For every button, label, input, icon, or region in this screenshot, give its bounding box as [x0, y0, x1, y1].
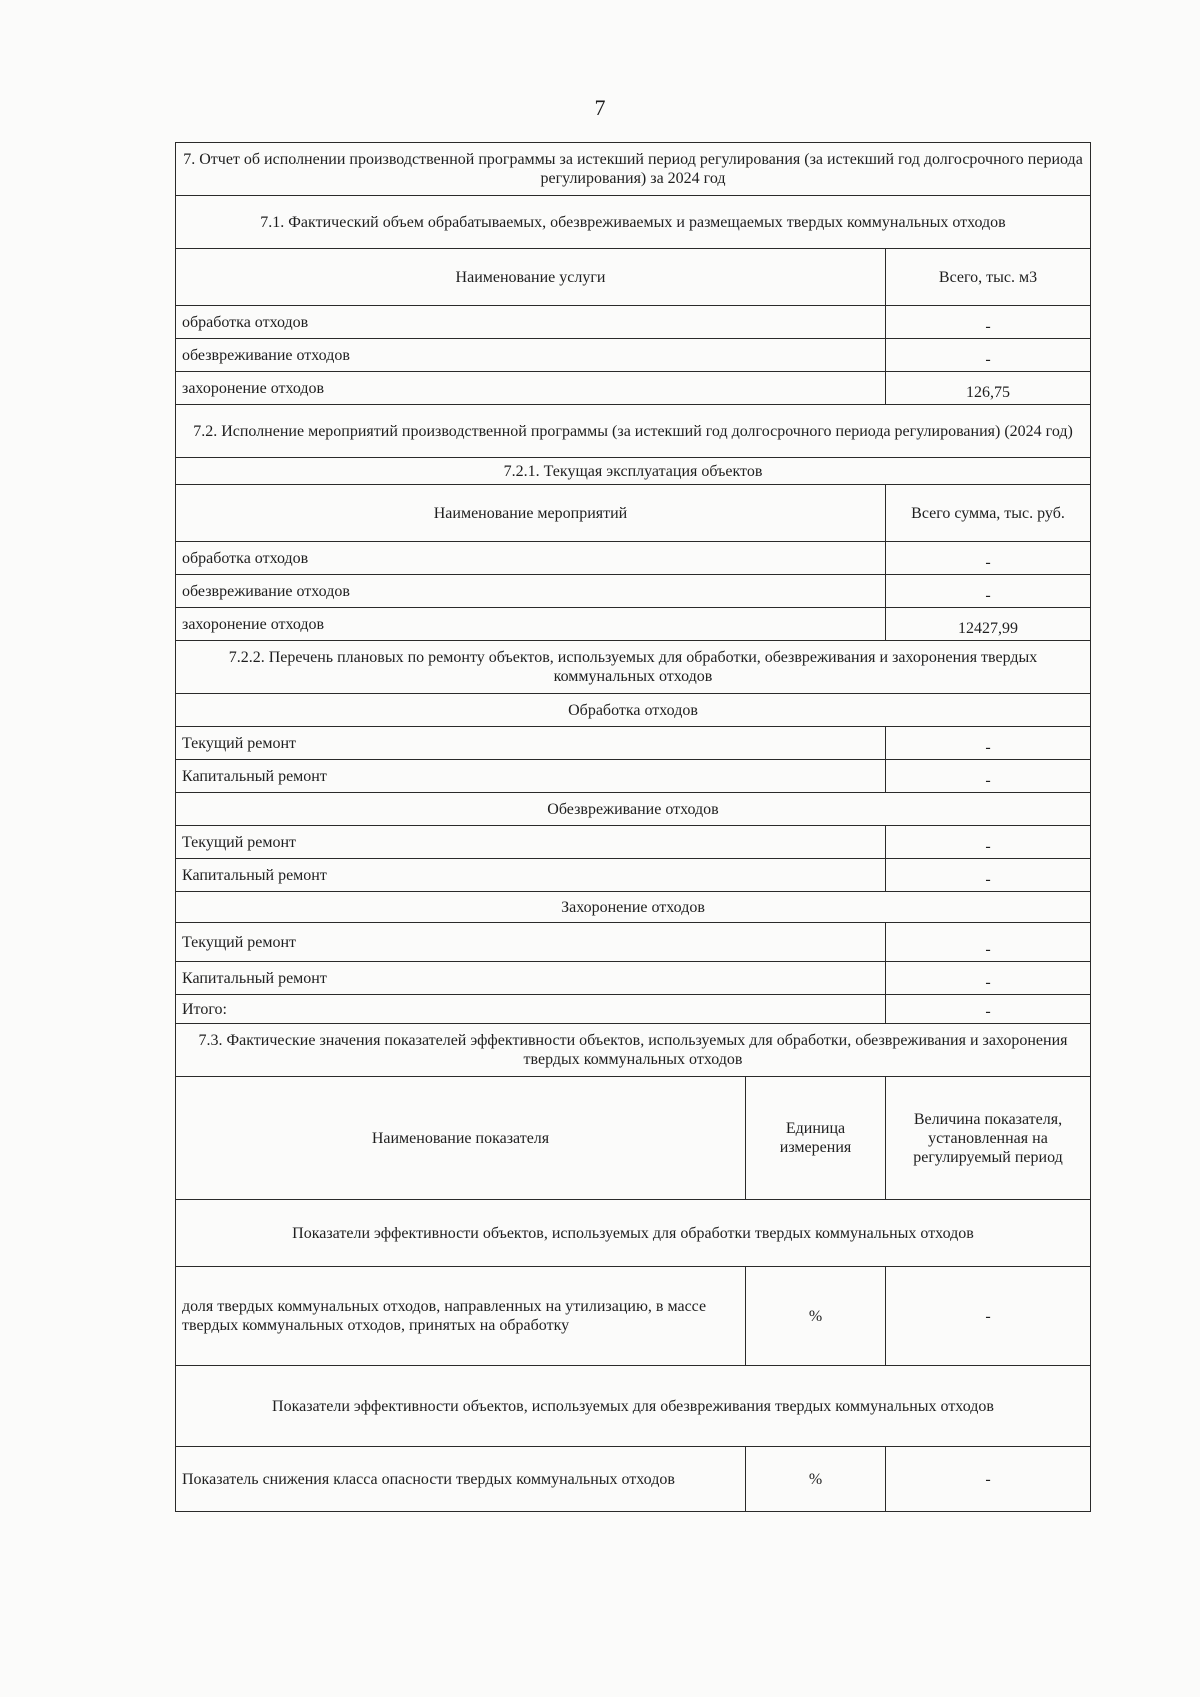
indicator-row-value: - — [886, 1447, 1091, 1512]
header-indicator-name: Наименование показателя — [176, 1077, 746, 1200]
total-label: Итого: — [176, 995, 886, 1024]
repair-row-value: - — [886, 923, 1091, 962]
section-7-3-title: 7.3. Фактические значения показателей эффективности объектов, используемых для обработки, обезвреживания и захоронения твердых коммунальных отходов — [176, 1024, 1091, 1077]
activity-row-value: - — [886, 575, 1091, 608]
activity-row-name: захоронение отходов — [176, 608, 886, 641]
repair-row-value: - — [886, 826, 1091, 859]
page-number: 7 — [594, 95, 606, 120]
service-row-name: обработка отходов — [176, 306, 886, 339]
activity-row-value: 12427,99 — [886, 608, 1091, 641]
service-row-name: захоронение отходов — [176, 372, 886, 405]
activity-row-value: - — [886, 542, 1091, 575]
report-table-7 — [175, 142, 1091, 1024]
repair-row-name: Текущий ремонт — [176, 923, 886, 962]
indicators-table — [175, 1023, 1091, 1512]
header-total-sum: Всего сумма, тыс. руб. — [886, 485, 1091, 542]
repair-group-title: Обезвреживание отходов — [176, 793, 1091, 826]
service-row-name: обезвреживание отходов — [176, 339, 886, 372]
repair-row-value: - — [886, 760, 1091, 793]
indicator-row-unit: % — [746, 1267, 886, 1366]
section-7-2-title: 7.2. Исполнение мероприятий производственной программы (за истекший год долгосрочного периода регулирования) (2024 год) — [176, 405, 1091, 458]
header-total-volume: Всего, тыс. м3 — [886, 249, 1091, 306]
header-activity-name: Наименование мероприятий — [176, 485, 886, 542]
report-sheet — [175, 142, 1090, 1512]
indicator-group-title: Показатели эффективности объектов, используемых для обезвреживания твердых коммунальных отходов — [176, 1366, 1091, 1447]
section-7-title: 7. Отчет об исполнении производственной программы за истекший период регулирования (за истекший год долгосрочного периода регулирования) за 2024 год — [176, 143, 1091, 196]
repair-row-value: - — [886, 727, 1091, 760]
repair-row-name: Капитальный ремонт — [176, 962, 886, 995]
indicator-row-value: - — [886, 1267, 1091, 1366]
activity-row-name: обезвреживание отходов — [176, 575, 886, 608]
repair-row-name: Текущий ремонт — [176, 826, 886, 859]
service-row-value: 126,75 — [886, 372, 1091, 405]
total-value: - — [886, 995, 1091, 1024]
header-unit: Единица измерения — [746, 1077, 886, 1200]
section-7-2-2-title: 7.2.2. Перечень плановых по ремонту объектов, используемых для обработки, обезвреживания и захоронения твердых коммунальных отходов — [176, 641, 1091, 694]
repair-row-name: Капитальный ремонт — [176, 859, 886, 892]
repair-row-value: - — [886, 859, 1091, 892]
indicator-row-name: Показатель снижения класса опасности твердых коммунальных отходов — [176, 1447, 746, 1512]
indicator-row-unit: % — [746, 1447, 886, 1512]
indicator-row-name: доля твердых коммунальных отходов, направленных на утилизацию, в массе твердых коммунальных отходов, принятых на обработку — [176, 1267, 746, 1366]
activity-row-name: обработка отходов — [176, 542, 886, 575]
repair-row-name: Капитальный ремонт — [176, 760, 886, 793]
header-indicator-value: Величина показателя, установленная на регулируемый период — [886, 1077, 1091, 1200]
indicator-group-title: Показатели эффективности объектов, используемых для обработки твердых коммунальных отходов — [176, 1200, 1091, 1267]
repair-row-value: - — [886, 962, 1091, 995]
service-row-value: - — [886, 339, 1091, 372]
repair-group-title: Обработка отходов — [176, 694, 1091, 727]
section-7-1-title: 7.1. Фактический объем обрабатываемых, обезвреживаемых и размещаемых твердых коммунальных отходов — [176, 196, 1091, 249]
section-7-2-1-title: 7.2.1. Текущая эксплуатация объектов — [176, 458, 1091, 485]
repair-group-title: Захоронение отходов — [176, 892, 1091, 923]
header-service-name: Наименование услуги — [176, 249, 886, 306]
service-row-value: - — [886, 306, 1091, 339]
repair-row-name: Текущий ремонт — [176, 727, 886, 760]
